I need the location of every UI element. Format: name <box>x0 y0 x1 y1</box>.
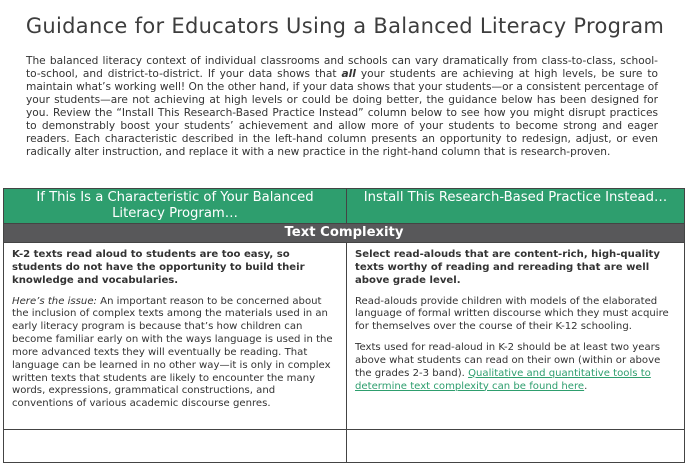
table-row <box>4 243 685 430</box>
characteristic-cell <box>4 243 347 430</box>
practice-paragraph-2-text: Texts used for read-aloud in K-2 should be at least two years above what students can read on their own (within or above the grades 2-3 band). <box>355 342 661 379</box>
issue-label: Here’s the issue: <box>12 295 97 307</box>
intro-text-1: The balanced literacy context of individual classrooms and schools can vary dramatically from class-to-class, school-to-school, and district-to-district. If your data shows that <box>26 55 658 81</box>
practice-paragraph-2 <box>355 342 676 393</box>
text-complexity-tools-link[interactable]: Qualitative and quantitative tools to determine text complexity can be found here <box>355 367 651 392</box>
characteristic-lead: K-2 texts read aloud to students are too easy, so students do not have the opportunity to build their knowledge and vocabularies. <box>12 249 305 286</box>
table-header-row <box>4 189 685 224</box>
guidance-table <box>3 188 685 463</box>
next-characteristic-cell <box>4 430 347 463</box>
practice-cell <box>347 243 685 430</box>
intro-text-2: your students are achieving at high levels, be sure to maintain what’s working well! On the other hand, if your data shows that your students—or a consistent percentage of your students—are not achieving at high levels or could be doing better, the guidance below has been designed for you. Review the “Install This Research-Based Practice Instead” column below to see how you might disrupt practices to demonstrably boost your students’ achievement and allow more of your students to become strong and eager readers. Each characteristic described in the left-hand column presents an opportunity to redesign, adjust, or even radically alter instruction, and replace it with a new practice in the right-hand column that is research-proven. <box>26 68 659 159</box>
issue-paragraph <box>12 296 338 412</box>
table-row-next <box>4 430 685 463</box>
practice-paragraph-2-end: . <box>584 380 588 392</box>
issue-text: An important reason to be concerned about the inclusion of complex texts among the materials used in an early literacy program is because that’s how children can become familiar early on with the ways language is used in the more advanced texts they will eventually be reading. That language can be learned in no other way—it is only in complex written texts that students are likely to encounter the many words, expressions, grammatical constructions, and conventions of various academic discourse genres. <box>12 295 333 410</box>
section-row <box>4 224 685 243</box>
practice-lead: Select read-alouds that are content-rich, high-quality texts worthy of reading and rereading that are well above grade level. <box>355 249 660 286</box>
page-title: Guidance for Educators Using a Balanced Literacy Program <box>25 14 665 38</box>
practice-paragraph-1: Read-alouds provide children with models of the elaborated language of formal written discourse which they must acquire for themselves over the course of their K-12 schooling. <box>355 295 669 333</box>
intro-paragraph <box>26 55 658 159</box>
next-practice-cell <box>347 430 685 463</box>
column-header-practice: Install This Research-Based Practice Instead… <box>347 189 685 224</box>
section-title: Text Complexity <box>4 224 685 243</box>
column-header-characteristic: If This Is a Characteristic of Your Balanced Literacy Program… <box>4 189 347 224</box>
intro-emphasis: all <box>341 68 356 81</box>
